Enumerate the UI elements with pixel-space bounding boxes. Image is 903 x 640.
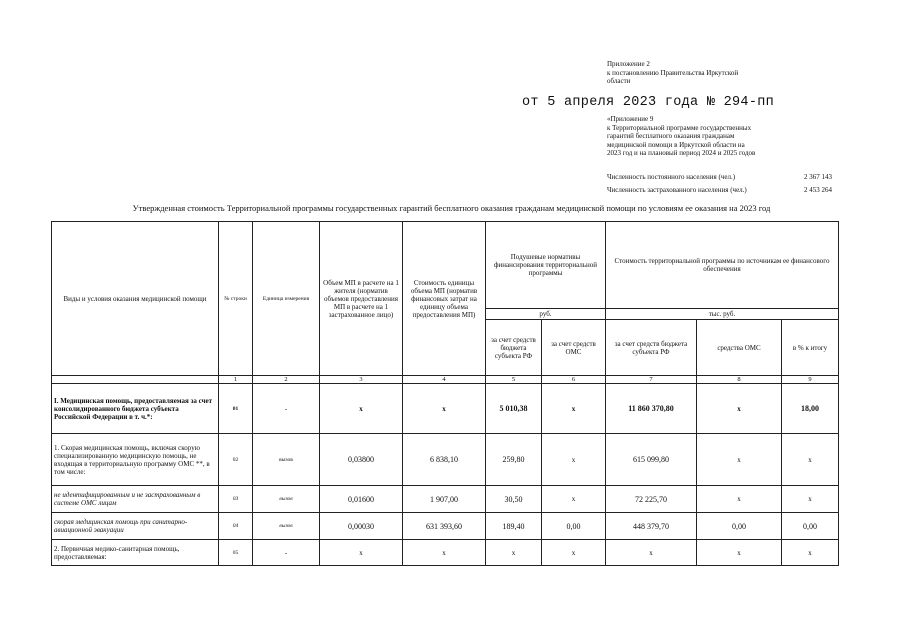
- row-pc-budget: х: [486, 540, 542, 566]
- row-pc-oms: х: [542, 434, 606, 486]
- annex-line: к Территориальной программе государственных: [607, 123, 752, 132]
- annex-line: Приложение 2: [607, 60, 650, 68]
- row-volume: 0,00030: [320, 513, 403, 540]
- row-no: 04: [219, 513, 253, 540]
- annex-9-header: [607, 115, 807, 158]
- row-no: 05: [219, 540, 253, 566]
- row-name: I. Медицинская помощь, предоставляемая за счет консолидированного бюджета субъекта Российской Федерации в т. ч.*:: [52, 384, 219, 434]
- table-row: [52, 384, 839, 434]
- table-row: [52, 434, 839, 486]
- row-volume: х: [320, 384, 403, 434]
- row-volume: 0,01600: [320, 486, 403, 513]
- table-row: [52, 513, 839, 540]
- row-pct: х: [782, 540, 839, 566]
- row-unit-cost: х: [403, 384, 486, 434]
- column-number: 2: [253, 376, 320, 384]
- row-pc-oms: 0,00: [542, 513, 606, 540]
- row-volume: 0,03800: [320, 434, 403, 486]
- row-pct: 18,00: [782, 384, 839, 434]
- row-unit: -: [253, 540, 320, 566]
- row-unit: вызов: [253, 513, 320, 540]
- row-pc-oms: х: [542, 486, 606, 513]
- row-name: не идентифицированным и не застрахованным в системе ОМС лицам: [52, 486, 219, 513]
- row-c-oms: х: [697, 486, 782, 513]
- header-rub: руб.: [486, 309, 606, 320]
- row-c-oms: 0,00: [697, 513, 782, 540]
- annex-line: «Приложение 9: [607, 115, 654, 123]
- header-unit-cost: Стоимость единицы объема МП (норматив финансовых затрат на единицу объема предоставления МП): [403, 222, 486, 376]
- header-kind: Виды и условия оказания медицинской помощи: [52, 222, 219, 376]
- population-label: Численность застрахованного населения (чел.): [607, 186, 747, 194]
- row-c-oms: х: [697, 434, 782, 486]
- row-c-budget: 72 225,70: [606, 486, 697, 513]
- row-unit-cost: 1 907,00: [403, 486, 486, 513]
- population-value: 2 367 143: [804, 173, 832, 181]
- row-name: скорая медицинская помощь при санитарно-авиационной эвакуации: [52, 513, 219, 540]
- row-pc-budget: 189,40: [486, 513, 542, 540]
- row-pc-budget: 5 010,38: [486, 384, 542, 434]
- annex-line: к постановлению Правительства Иркутской: [607, 68, 739, 77]
- annex-line: области: [607, 77, 631, 86]
- row-pct: х: [782, 434, 839, 486]
- header-budget-rf-2: за счет средств бюджета субъекта РФ: [606, 320, 697, 376]
- annex-line: 2023 год и на плановый период 2024 и 2025 годов: [607, 149, 756, 158]
- column-number: 1: [219, 376, 253, 384]
- row-no: 01: [219, 384, 253, 434]
- row-unit: -: [253, 384, 320, 434]
- document-title: Утвержденная стоимость Территориальной программы государственных гарантий бесплатного оказания гражданам медицинской помощи по условиям ее оказания на 2023 год: [132, 203, 771, 213]
- row-volume: х: [320, 540, 403, 566]
- header-oms-2: средства ОМС: [697, 320, 782, 376]
- header-thous-rub: тыс. руб.: [606, 309, 839, 320]
- decree-date: от 5 апреля 2023 года № 294-пп: [522, 95, 775, 110]
- row-unit: вызов: [253, 434, 320, 486]
- header-unit: Единица измерения: [253, 222, 320, 376]
- header-cost-total: Стоимость территориальной программы по источникам ее финансового обеспечения: [606, 222, 839, 309]
- population-value: 2 453 264: [804, 186, 832, 194]
- header-budget-rf: за счет средств бюджета субъекта РФ: [486, 320, 542, 376]
- row-unit-cost: 631 393,60: [403, 513, 486, 540]
- column-number: 7: [606, 376, 697, 384]
- row-pc-budget: 259,80: [486, 434, 542, 486]
- annex-2-header: [607, 60, 787, 86]
- row-pc-oms: х: [542, 384, 606, 434]
- table-row: [52, 540, 839, 566]
- population-permanent: [607, 173, 832, 181]
- row-pct: 0,00: [782, 513, 839, 540]
- cost-table: [51, 221, 839, 566]
- row-pc-budget: 30,50: [486, 486, 542, 513]
- row-no: 03: [219, 486, 253, 513]
- column-number: 4: [403, 376, 486, 384]
- column-number: [52, 376, 219, 384]
- row-c-budget: 11 860 370,80: [606, 384, 697, 434]
- column-numbers-row: [52, 376, 839, 384]
- annex-line: гарантий бесплатного оказания гражданам: [607, 132, 735, 141]
- header-volume: Объем МП в расчете на 1 жителя (норматив объемов предоставления МП в расчете на 1 застрахованное лицо): [320, 222, 403, 376]
- row-unit: вызов: [253, 486, 320, 513]
- row-unit-cost: х: [403, 540, 486, 566]
- row-name: 1. Скорая медицинская помощь, включая скорую специализированную медицинскую помощь, не входящая в территориальную программу ОМС **, в том числе:: [52, 434, 219, 486]
- header-row-no: № строки: [219, 222, 253, 376]
- header-per-capita: Подушевые нормативы финансирования территориальной программы: [486, 222, 606, 309]
- population-label: Численность постоянного населения (чел.): [607, 173, 736, 181]
- row-c-budget: 615 099,80: [606, 434, 697, 486]
- header-oms: за счет средств ОМС: [542, 320, 606, 376]
- row-c-oms: х: [697, 384, 782, 434]
- column-number: 6: [542, 376, 606, 384]
- column-number: 3: [320, 376, 403, 384]
- header-pct: в % к итогу: [782, 320, 839, 376]
- row-c-budget: 448 379,70: [606, 513, 697, 540]
- annex-line: медицинской помощи в Иркутской области на: [607, 140, 745, 149]
- row-unit-cost: 6 838,10: [403, 434, 486, 486]
- row-pc-oms: х: [542, 540, 606, 566]
- population-insured: [607, 186, 832, 194]
- row-name: 2. Первичная медико-санитарная помощь, предоставляемая:: [52, 540, 219, 566]
- row-no: 02: [219, 434, 253, 486]
- column-number: 9: [782, 376, 839, 384]
- row-pct: х: [782, 486, 839, 513]
- row-c-budget: х: [606, 540, 697, 566]
- table-row: [52, 486, 839, 513]
- column-number: 5: [486, 376, 542, 384]
- column-number: 8: [697, 376, 782, 384]
- row-c-oms: х: [697, 540, 782, 566]
